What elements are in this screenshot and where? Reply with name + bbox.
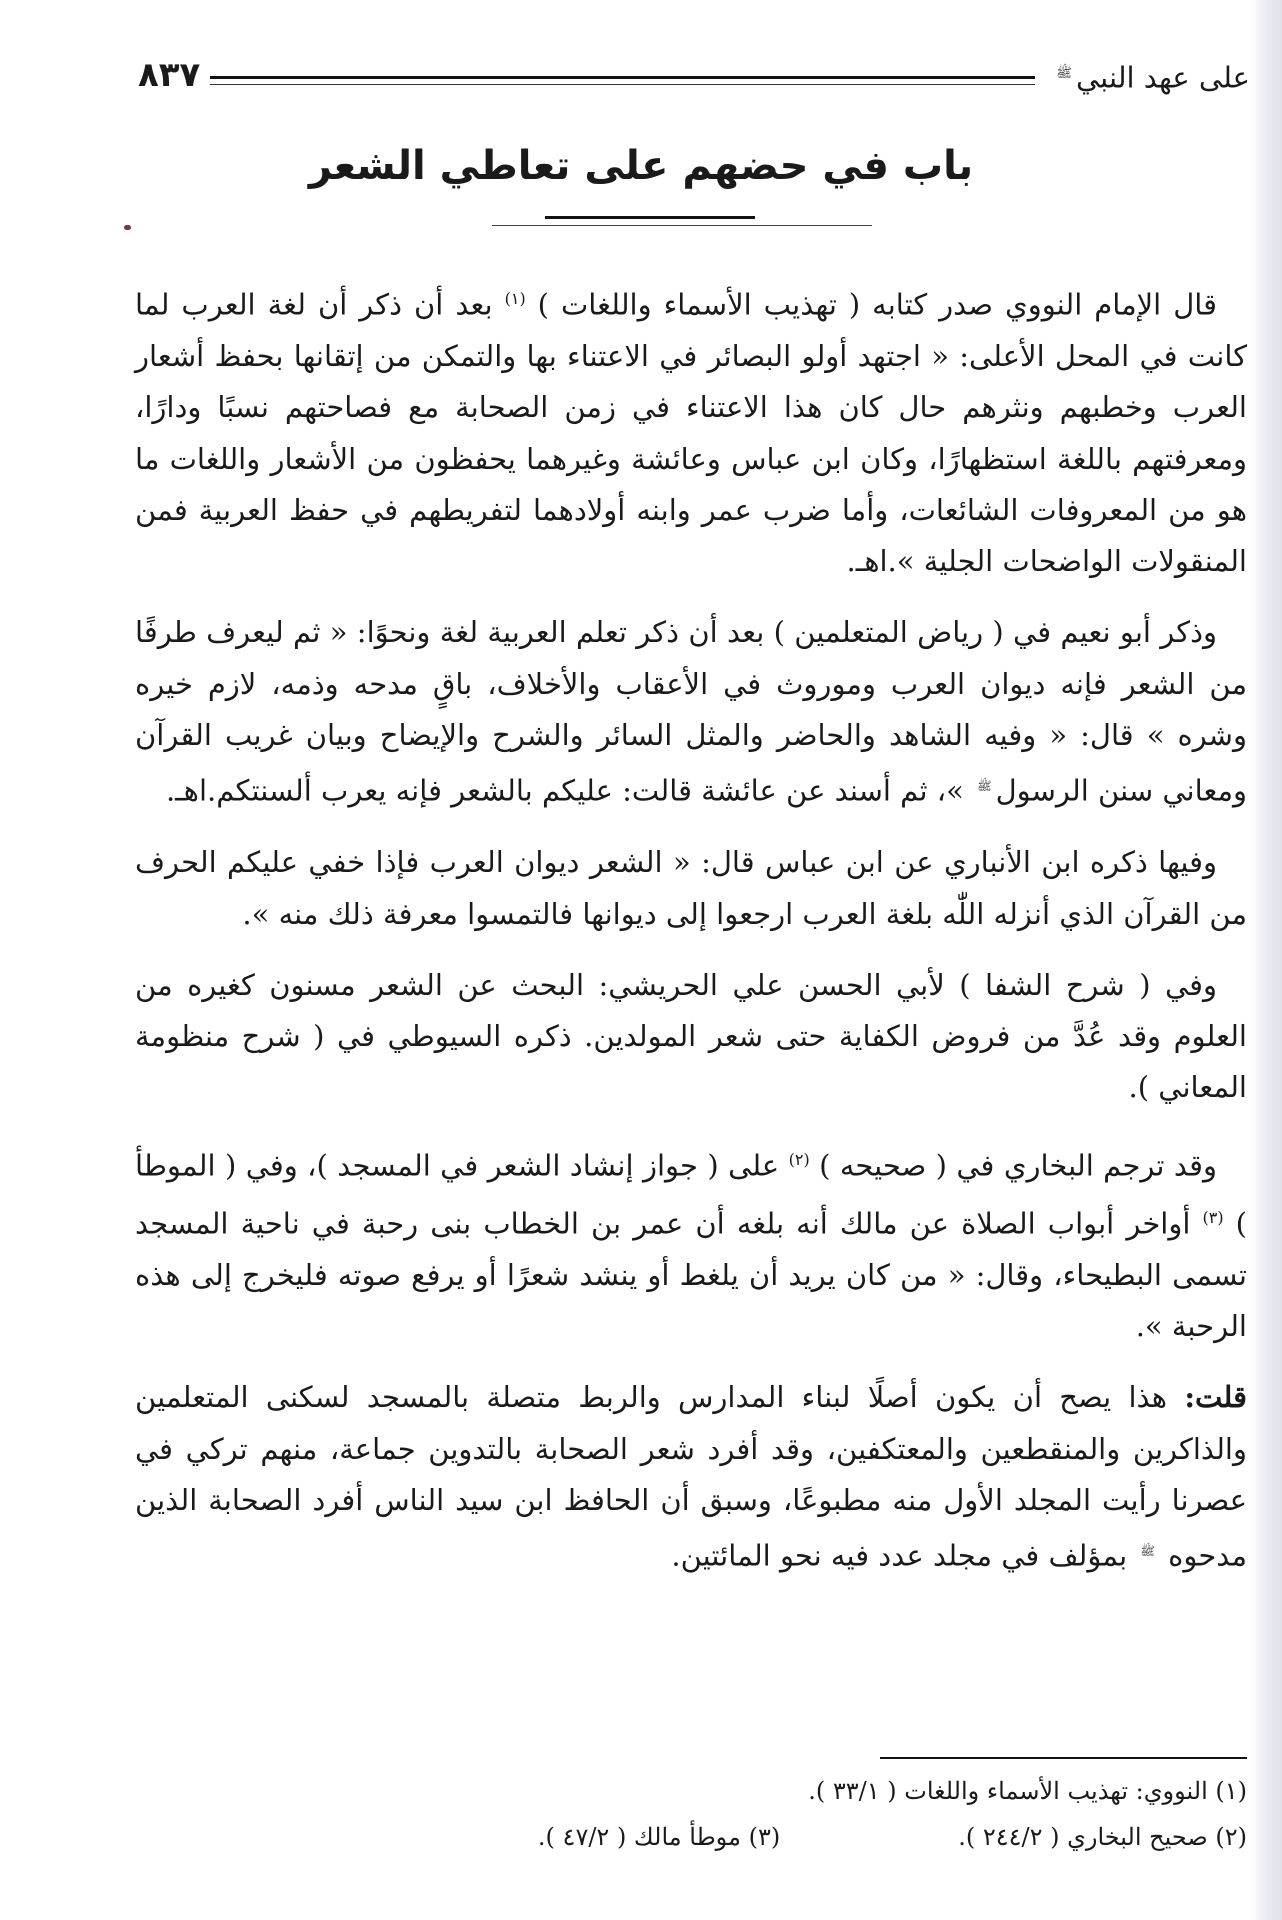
footnote-3: (٣) موطأ مالك ( ٤٧/٢ ). [537,1823,781,1851]
paragraph-ibn-alanbari: وفيها ذكره ابن الأنباري عن ابن عباس قال: « الشعر ديوان العرب فإذا خفي عليكم الحرف من القرآن الذي أنزله اللّٰه بلغة العرب ارجعوا إلى ديوانها فالتمسوا معرفة ذلك منه ». [135,845,1247,931]
footnote-2: (٢) صحيح البخاري ( ٢٤٤/٢ ). [958,1823,1247,1851]
title-underline-thick [545,216,755,219]
running-title-text: على عهد النبي [1076,60,1250,95]
footnote-1: (١) النووي: تهذيب الأسماء واللغات ( ٣٣/١ ). [808,1777,1247,1805]
paragraph-text: »، ثم أسند عن عائشة قالت: عليكم بالشعر فإنه يعرب ألسنتكم.اهـ. [165,773,974,808]
footnote-ref-1[interactable]: (١) [504,289,526,308]
header-rule-thin [210,84,1035,85]
paragraph-nawawi [135,273,1247,587]
honorific-glyph: ﷺ [977,779,992,794]
paragraph-text: على ( جواز إنشاد الشعر في المسجد )، وفي ( الموطأ ) [135,1148,1247,1241]
paragraph-text: هذا يصح أن يكون أصلًا لبناء المدارس والربط متصلة بالمسجد لسكنى المتعلمين والذاكرين والمنقطعين والمعتكفين، وقد أفرد شعر الصحابة بالتدوين جماعة، منهم تركي في عصرنا رأيت المجلد الأول منه مطبوعًا، وسبق أن الحافظ ابن سيد الناس أفرد الصحابة الذين مدحوه [135,1380,1247,1573]
paragraph-text: وقد ترجم البخاري في ( صحيحه ) [809,1148,1217,1183]
honorific-glyph: ﷺ [1056,66,1073,81]
running-title [1050,48,1250,104]
footnote-separator [880,1757,1247,1759]
qultu-label: قلت: [1184,1380,1247,1415]
footnote-row [300,1814,1247,1860]
paragraph-sharh-alshifa: وفي ( شرح الشفا ) لأبي الحسن علي الحريشي: البحث عن الشعر مسنون كغيره من العلوم وقد عُدَّ من فروض الكفاية حتى شعر المولدين. ذكره السيوطي في ( شرح منظومة المعاني ). [135,967,1247,1105]
page-edge-shadow [1250,0,1282,1920]
ink-mark [124,225,131,230]
paragraph-bukhari [135,1134,1247,1353]
title-underline-thin [492,225,872,226]
page-number: ٨٣٧ [138,55,201,95]
paragraph-qultu [135,1372,1247,1582]
footnote-ref-3[interactable]: (٣) [1202,1207,1224,1227]
paragraph-text: أواخر أبواب الصلاة عن مالك أنه بلغه أن عمر بن الخطاب بنى رحبة في ناحية المسجد تسمى البطيحاء، وقال: « من كان يريد أن يلغط أو ينشد شعرًا أو يرفع صوته فليخرج إلى هذه الرحبة ». [135,1206,1247,1343]
honorific-glyph: ﷺ [1140,1544,1155,1559]
paragraph-text: بمؤلف في مجلد عدد فيه نحو المائتين. [671,1538,1137,1573]
body-text [135,273,1247,1602]
footnote-ref-2[interactable]: (٢) [788,1149,810,1169]
footnotes [300,1768,1247,1860]
paragraph-text: قال الإمام النووي صدر كتابه ( تهذيب الأسماء واللغات ) [525,287,1217,322]
paragraph-text: وذكر أبو نعيم في ( رياض المتعلمين ) بعد أن ذكر تعلم العربية لغة ونحوًا: « ثم ليعرف طرفًا من الشعر فإنه ديوان العرب وموروث في الأعقاب والأخلاف، باقٍ مدحه وذمه، لازم خيره وشره » قال: « وفيه الشاهد والحاضر والمثل السائر والشرح والإيضاح وبيان غريب القرآن ومعاني سنن الرسول [135,615,1247,808]
header-rule-thick [210,76,1035,79]
running-header [130,48,1250,108]
paragraph-text: بعد أن ذكر أن لغة العرب لما كانت في المحل الأعلى: « اجتهد أولو البصائر في الاعتناء بها والتمكن من إتقانها بحفظ أشعار العرب وخطبهم ونثرهم حال كان هذا الاعتناء في زمن الصحابة مع فصاحتهم نسبًا ودارًا، ومعرفتهم باللغة استظهارًا، وكان ابن عباس وعائشة وغيرهما يحفظون من الأشعار واللغات ما هو من المعروفات الشائعات، وأما ضرب عمر وابنه أولادهما لتفريطهم في حفظ العربية فمن المنقولات الواضحات الجلية ».اهـ. [135,287,1247,579]
chapter-title: باب في حضهم على تعاطي الشعر [308,143,974,189]
footnote-row [300,1768,1247,1814]
paragraph-abu-nuaym [135,607,1247,817]
